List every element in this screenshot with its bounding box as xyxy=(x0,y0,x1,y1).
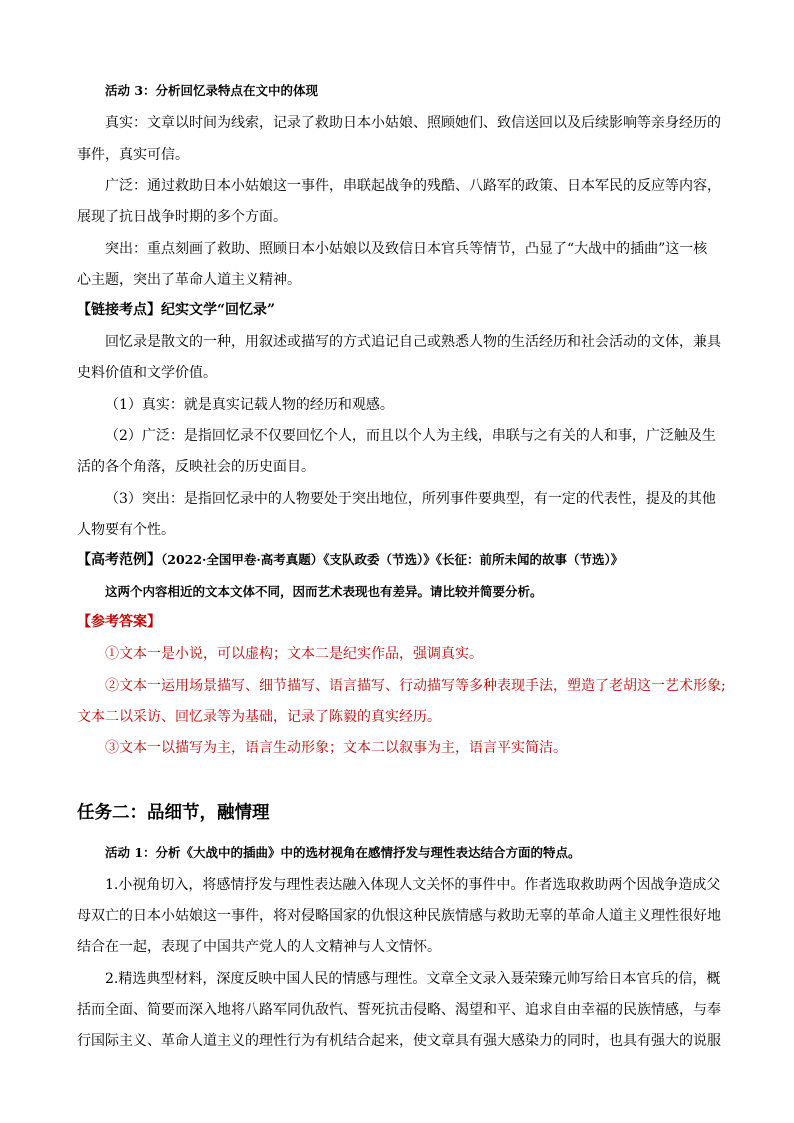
task2-para2-line2: 括而全面、简要而深入地将八路军同仇敌忾、誓死抗击侵略、渴望和平、追求自由幸福的民族情感，与奉 xyxy=(77,1002,721,1018)
task2-title: 任务二：品细节，融情理 xyxy=(77,803,270,823)
exam-example-label: 【高考范例】 xyxy=(77,552,161,568)
task2-para1-line2: 母双亡的日本小姑娘这一事件，将对侵略国家的仇恨这种民族情感与救助无辜的革命人道主义理性很好地 xyxy=(77,908,721,924)
task2-activity1-heading: 活动 1：分析《大战中的插曲》中的选材视角在感情抒发与理性表达结合方面的特点。 xyxy=(105,845,581,860)
activity3-para1-line1: 真实：文章以时间为线索，记录了救助日本小姑娘、照顾她们、致信送回以及后续影响等亲身经历的 xyxy=(105,115,721,131)
link-point-item3-line1: （3）突出：是指回忆录中的人物要处于突出地位，所列事件要典型，有一定的代表性，提及的其他 xyxy=(105,491,716,507)
activity3-para2-line1: 广泛：通过救助日本小姑娘这一事件，串联起战争的残酷、八路军的政策、日本军民的反应等内容， xyxy=(105,178,721,194)
link-point-para1-line1: 回忆录是散文的一种，用叙述或描写的方式追记自己或熟悉人物的生活经历和社会活动的文体，兼具 xyxy=(105,334,721,350)
link-point-para1-line2: 史料价值和文学价值。 xyxy=(77,365,217,381)
task2-para2-line1: 2.精选典型材料，深度反映中国人民的情感与理性。文章全文录入聂荣臻元帅写给日本官兵的信，概 xyxy=(105,971,721,987)
link-point-item1: （1）真实：就是真实记载人物的经历和观感。 xyxy=(105,397,394,413)
activity3-para1-line2: 事件，真实可信。 xyxy=(77,147,189,163)
task2-para1-line1: 1.小视角切入，将感情抒发与理性表达融入体现人文关怀的事件中。作者选取救助两个因战争造成父 xyxy=(105,877,721,893)
exam-example-source: （2022·全国甲卷·高考真题）《支队政委（节选）》《长征：前所未闻的故事（节选）》 xyxy=(161,552,624,567)
answer-heading: 【参考答案】 xyxy=(77,614,161,630)
link-point-item2-line2: 活的各个角落，反映社会的历史面目。 xyxy=(77,459,315,475)
task2-para1-line3: 结合在一起，表现了中国共产党人的人文精神与人文情怀。 xyxy=(77,939,441,955)
activity3-para3-line1: 突出：重点刻画了救助、照顾日本小姑娘以及致信日本官兵等情节，凸显了“大战中的插曲”这一核 xyxy=(105,241,708,257)
exam-example-row xyxy=(77,550,623,570)
answer-item1: ①文本一是小说，可以虚构；文本二是纪实作品，强调真实。 xyxy=(105,646,483,662)
answer-item2-line1: ②文本一运用场景描写、细节描写、语言描写、行动描写等多种表现手法，塑造了老胡这一艺术形象; xyxy=(105,678,726,694)
answer-item2-line2: 文本二以采访、回忆录等为基础，记录了陈毅的真实经历。 xyxy=(77,709,441,725)
exam-question: 这两个内容相近的文本文体不同，因而艺术表现也有差异。请比较并简要分析。 xyxy=(105,584,543,599)
answer-item3: ③文本一以描写为主，语言生动形象；文本二以叙事为主，语言平实简洁。 xyxy=(105,740,567,756)
link-point-item3-line2: 人物要有个性。 xyxy=(77,522,175,538)
activity3-para3-line2: 心主题，突出了革命人道主义精神。 xyxy=(77,272,301,288)
activity3-para2-line2: 展现了抗日战争时期的多个方面。 xyxy=(77,209,287,225)
task2-para2-line3: 行国际主义、革命人道主义的理性行为有机结合起来，使文章具有强大感染力的同时，也具有强大的说服 xyxy=(77,1033,721,1049)
activity3-heading: 活动 3：分析回忆录特点在文中的体现 xyxy=(105,83,319,98)
link-point-item2-line1: （2）广泛：是指回忆录不仅要回忆个人，而且以个人为主线，串联与之有关的人和事，广泛触及生 xyxy=(105,428,716,444)
link-point-heading: 【链接考点】纪实文学“回忆录” xyxy=(77,302,276,318)
